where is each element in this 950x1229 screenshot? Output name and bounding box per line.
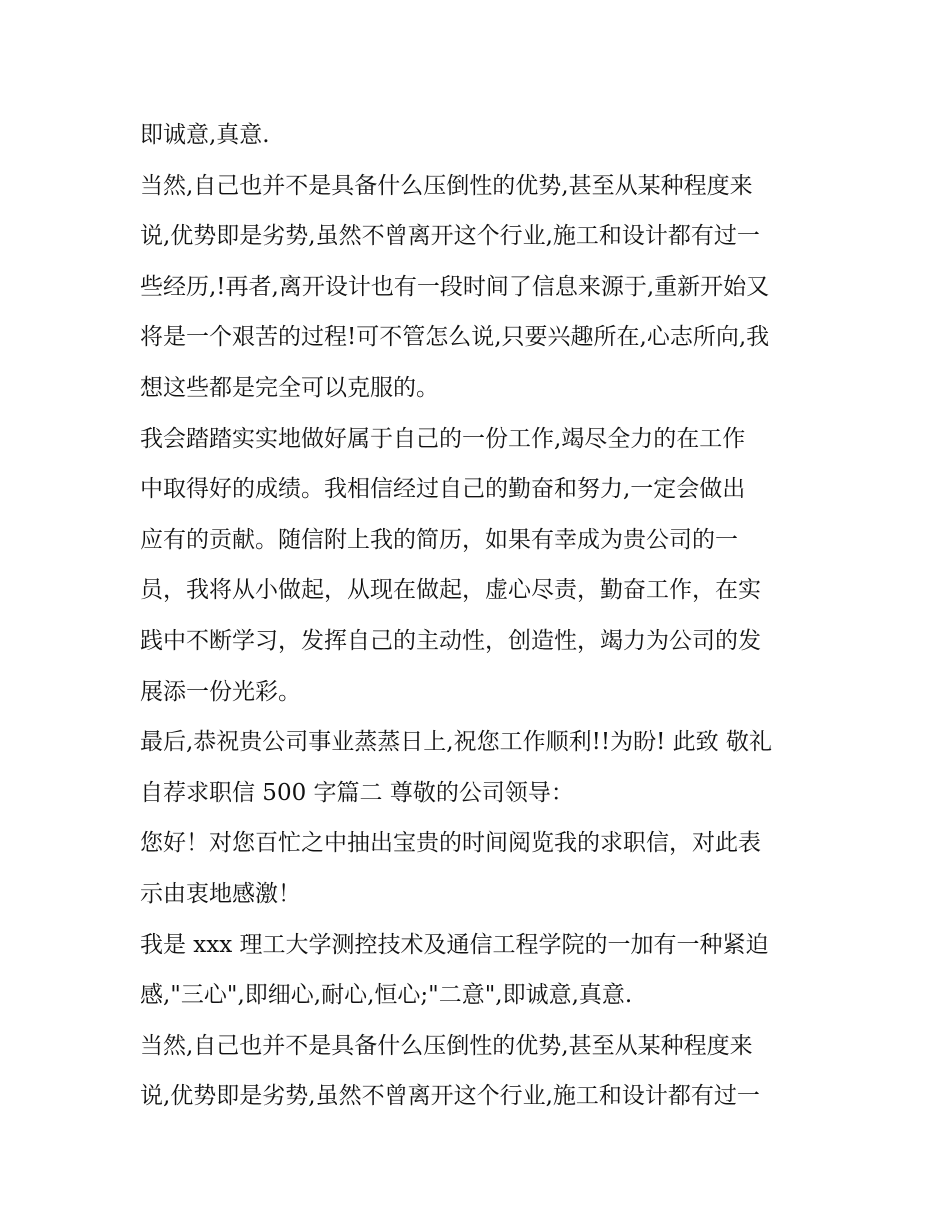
text-line: 践中不断学习，发挥自己的主动性，创造性，竭力为公司的发 — [140, 627, 761, 654]
text-line: 应有的贡献。随信附上我的简历，如果有幸成为贵公司的一 — [140, 526, 738, 553]
text-line: 我是 xxx 理工大学测控技术及通信工程学院的一加有一种紧迫 — [140, 931, 769, 958]
text-line: 想这些都是完全可以克服的。 — [140, 374, 439, 401]
text-line: 中取得好的成绩。我相信经过自己的勤奋和努力,一定会做出 — [140, 476, 746, 503]
text-line: 展添一份光彩。 — [140, 678, 301, 705]
text-line: 示由衷地感激！ — [140, 880, 301, 907]
text-line: 当然,自己也并不是具备什么压倒性的优势,甚至从某种程度来 — [140, 1032, 753, 1059]
text-line: 自荐求职信 500 字篇二 尊敬的公司领导： — [140, 779, 574, 806]
text-line: 您好！对您百忙之中抽出宝贵的时间阅览我的求职信，对此表 — [140, 830, 761, 857]
text-line: 最后,恭祝贵公司事业蒸蒸日上,祝您工作顺利!!为盼! 此致 敬礼 — [140, 729, 772, 756]
text-line: 将是一个艰苦的过程!可不管怎么说,只要兴趣所在,心志所向,我 — [140, 324, 770, 351]
body-text — [140, 110, 830, 1122]
text-line: 当然,自己也并不是具备什么压倒性的优势,甚至从某种程度来 — [140, 172, 753, 199]
text-line: 些经历,!再者,离开设计也有一段时间了信息来源于,重新开始又 — [140, 273, 770, 300]
text-line: 感,"三心",即细心,耐心,恒心;"二意",即诚意,真意. — [140, 982, 633, 1009]
text-line: 说,优势即是劣势,虽然不曾离开这个行业,施工和设计都有过一 — [140, 223, 760, 250]
text-line: 员，我将从小做起，从现在做起，虚心尽责，勤奋工作，在实 — [140, 577, 761, 604]
text-line: 说,优势即是劣势,虽然不曾离开这个行业,施工和设计都有过一 — [140, 1083, 760, 1110]
text-line: 我会踏踏实实地做好属于自己的一份工作,竭尽全力的在工作 — [140, 425, 746, 452]
text-line: 即诚意,真意. — [140, 122, 270, 148]
